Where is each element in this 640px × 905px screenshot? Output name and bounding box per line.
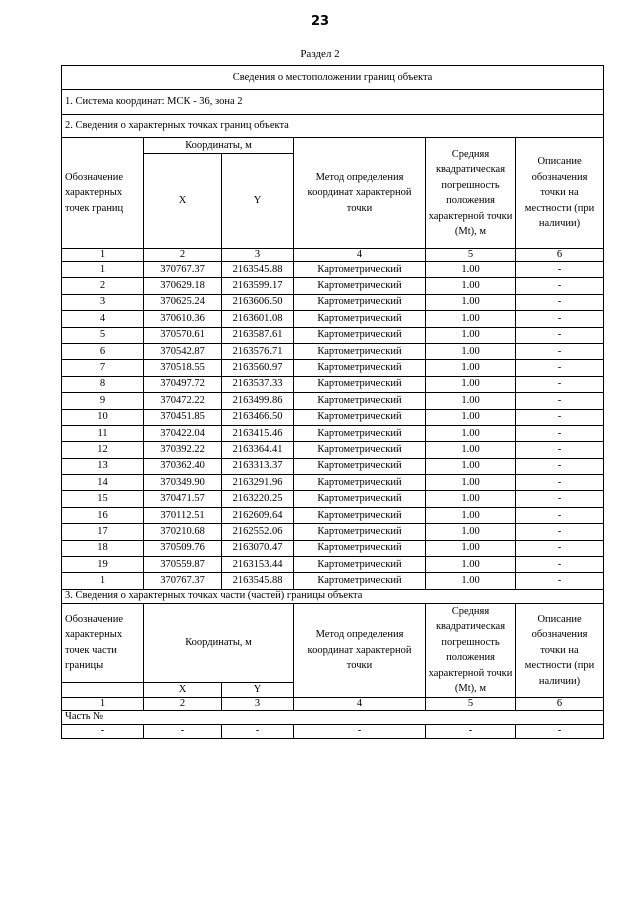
cell-point: 18: [62, 540, 144, 556]
column-number: 3: [222, 249, 294, 262]
table-row: [62, 524, 604, 540]
cell-y: 2163415.46: [222, 425, 294, 441]
cell-accuracy: 1.00: [426, 557, 516, 573]
header3-method: Метод определения координат характерной точки: [294, 603, 426, 697]
cell-x: 370518.55: [144, 360, 222, 376]
cell-description: -: [516, 360, 604, 376]
header3-point-designation: Обозначение характерных точек части границы: [62, 603, 144, 682]
cell-y: 2163466.50: [222, 409, 294, 425]
boundary-table: [61, 65, 604, 739]
section-label: Раздел 2: [300, 48, 340, 60]
cell-point: 1: [62, 573, 144, 589]
table-row: [62, 294, 604, 310]
cell-point: 9: [62, 393, 144, 409]
cell-accuracy: 1.00: [426, 409, 516, 425]
cell-description: -: [516, 524, 604, 540]
header-x: X: [144, 154, 222, 249]
cell-method: Картометрический: [294, 343, 426, 359]
column-number: 6: [516, 249, 604, 262]
cell-x: 370472.22: [144, 393, 222, 409]
column-number: 4: [294, 697, 426, 710]
cell-accuracy: 1.00: [426, 491, 516, 507]
coordinate-system: 1. Система координат: МСК - 36, зона 2: [62, 90, 604, 115]
cell-y: 2163070.47: [222, 540, 294, 556]
cell-description: -: [516, 278, 604, 294]
table-row: [62, 409, 604, 425]
cell-point: 7: [62, 360, 144, 376]
cell-y: 2163153.44: [222, 557, 294, 573]
section3-title: 3. Сведения о характерных точках части (частей) границы объекта: [62, 589, 604, 603]
empty-cell: -: [516, 724, 604, 738]
cell-description: -: [516, 573, 604, 589]
header3-accuracy: Средняя квадратическая погрешность положения характерной точки (Mt), м: [426, 603, 516, 697]
cell-x: 370210.68: [144, 524, 222, 540]
cell-point: 8: [62, 376, 144, 392]
cell-point: 6: [62, 343, 144, 359]
cell-accuracy: 1.00: [426, 442, 516, 458]
cell-method: Картометрический: [294, 475, 426, 491]
table-row: [62, 458, 604, 474]
cell-accuracy: 1.00: [426, 262, 516, 278]
cell-point: 1: [62, 262, 144, 278]
table-row: [62, 507, 604, 523]
cell-accuracy: 1.00: [426, 327, 516, 343]
table-row: [62, 360, 604, 376]
empty-cell: -: [294, 724, 426, 738]
cell-description: -: [516, 442, 604, 458]
cell-description: -: [516, 540, 604, 556]
cell-description: -: [516, 557, 604, 573]
table-row: [62, 475, 604, 491]
cell-y: 2163537.33: [222, 376, 294, 392]
cell-y: 2162609.64: [222, 507, 294, 523]
cell-point: 14: [62, 475, 144, 491]
section2-title: 2. Сведения о характерных точках границ объекта: [62, 115, 604, 138]
header-coordinates: Координаты, м: [144, 138, 294, 154]
cell-x: 370112.51: [144, 507, 222, 523]
column-number: 1: [62, 249, 144, 262]
cell-method: Картометрический: [294, 491, 426, 507]
cell-point: 12: [62, 442, 144, 458]
cell-x: 370471.57: [144, 491, 222, 507]
column-number: 1: [62, 697, 144, 710]
cell-accuracy: 1.00: [426, 524, 516, 540]
cell-x: 370625.24: [144, 294, 222, 310]
cell-accuracy: 1.00: [426, 573, 516, 589]
cell-x: 370362.40: [144, 458, 222, 474]
cell-accuracy: 1.00: [426, 458, 516, 474]
page-number: 23: [310, 14, 330, 29]
cell-method: Картометрический: [294, 540, 426, 556]
cell-accuracy: 1.00: [426, 507, 516, 523]
empty-cell: -: [222, 724, 294, 738]
cell-point: 17: [62, 524, 144, 540]
cell-x: 370610.36: [144, 311, 222, 327]
table-title: Сведения о местоположении границ объекта: [62, 66, 604, 90]
cell-y: 2163599.17: [222, 278, 294, 294]
column-number: 5: [426, 697, 516, 710]
part-label: Часть №: [62, 710, 604, 724]
cell-y: 2163606.50: [222, 294, 294, 310]
cell-y: 2163560.97: [222, 360, 294, 376]
cell-y: 2163576.71: [222, 343, 294, 359]
empty-cell: -: [62, 724, 144, 738]
header-y: Y: [222, 154, 294, 249]
cell-description: -: [516, 343, 604, 359]
header-point-designation: Обозначение характерных точек границ: [62, 138, 144, 249]
cell-description: -: [516, 376, 604, 392]
cell-method: Картометрический: [294, 327, 426, 343]
cell-description: -: [516, 475, 604, 491]
cell-method: Картометрический: [294, 360, 426, 376]
cell-x: 370422.04: [144, 425, 222, 441]
header3-x: X: [144, 682, 222, 697]
column-number: 5: [426, 249, 516, 262]
cell-description: -: [516, 409, 604, 425]
cell-accuracy: 1.00: [426, 376, 516, 392]
cell-point: 19: [62, 557, 144, 573]
cell-description: -: [516, 425, 604, 441]
table-row: [62, 376, 604, 392]
cell-method: Картометрический: [294, 409, 426, 425]
table-row: [62, 491, 604, 507]
cell-x: 370451.85: [144, 409, 222, 425]
cell-description: -: [516, 311, 604, 327]
cell-x: 370767.37: [144, 573, 222, 589]
header-method: Метод определения координат характерной точки: [294, 138, 426, 249]
column-number: 4: [294, 249, 426, 262]
cell-y: 2163364.41: [222, 442, 294, 458]
table-row: [62, 540, 604, 556]
table-row: [62, 573, 604, 589]
cell-point: 3: [62, 294, 144, 310]
cell-accuracy: 1.00: [426, 343, 516, 359]
cell-x: 370542.87: [144, 343, 222, 359]
cell-point: 10: [62, 409, 144, 425]
header3-y: Y: [222, 682, 294, 697]
cell-method: Картометрический: [294, 393, 426, 409]
column-number: 3: [222, 697, 294, 710]
cell-point: 15: [62, 491, 144, 507]
cell-description: -: [516, 294, 604, 310]
header-description: Описание обозначения точки на местности (при наличии): [516, 138, 604, 249]
cell-point: 5: [62, 327, 144, 343]
cell-method: Картометрический: [294, 557, 426, 573]
cell-method: Картометрический: [294, 294, 426, 310]
cell-accuracy: 1.00: [426, 393, 516, 409]
cell-x: 370570.61: [144, 327, 222, 343]
column-number: 2: [144, 249, 222, 262]
cell-accuracy: 1.00: [426, 278, 516, 294]
cell-y: 2163499.86: [222, 393, 294, 409]
cell-method: Картометрический: [294, 442, 426, 458]
header3-description: Описание обозначения точки на местности (при наличии): [516, 603, 604, 697]
cell-method: Картометрический: [294, 507, 426, 523]
cell-description: -: [516, 327, 604, 343]
cell-x: 370392.22: [144, 442, 222, 458]
cell-method: Картометрический: [294, 524, 426, 540]
cell-point: 2: [62, 278, 144, 294]
cell-method: Картометрический: [294, 425, 426, 441]
header3-coordinates: Координаты, м: [144, 603, 294, 682]
cell-point: 4: [62, 311, 144, 327]
cell-y: 2163545.88: [222, 573, 294, 589]
table-row: [62, 425, 604, 441]
cell-point: 16: [62, 507, 144, 523]
cell-y: 2163545.88: [222, 262, 294, 278]
cell-accuracy: 1.00: [426, 311, 516, 327]
cell-method: Картометрический: [294, 262, 426, 278]
cell-y: 2163601.08: [222, 311, 294, 327]
cell-method: Картометрический: [294, 311, 426, 327]
table-row: [62, 327, 604, 343]
column-number: 6: [516, 697, 604, 710]
cell-x: 370349.90: [144, 475, 222, 491]
cell-accuracy: 1.00: [426, 360, 516, 376]
cell-accuracy: 1.00: [426, 294, 516, 310]
cell-y: 2163587.61: [222, 327, 294, 343]
cell-x: 370767.37: [144, 262, 222, 278]
table-row: [62, 343, 604, 359]
cell-y: 2163220.25: [222, 491, 294, 507]
cell-accuracy: 1.00: [426, 425, 516, 441]
header-accuracy: Средняя квадратическая погрешность положения характерной точки (Mt), м: [426, 138, 516, 249]
cell-x: 370509.76: [144, 540, 222, 556]
table-row: [62, 311, 604, 327]
table-row: [62, 278, 604, 294]
cell-x: 370629.18: [144, 278, 222, 294]
cell-description: -: [516, 507, 604, 523]
cell-y: 2163313.37: [222, 458, 294, 474]
cell-description: -: [516, 393, 604, 409]
table-row: [62, 393, 604, 409]
cell-description: -: [516, 491, 604, 507]
cell-point: 11: [62, 425, 144, 441]
cell-y: 2163291.96: [222, 475, 294, 491]
cell-x: 370497.72: [144, 376, 222, 392]
cell-description: -: [516, 458, 604, 474]
cell-method: Картометрический: [294, 278, 426, 294]
table-row: [62, 557, 604, 573]
cell-description: -: [516, 262, 604, 278]
cell-accuracy: 1.00: [426, 540, 516, 556]
cell-x: 370559.87: [144, 557, 222, 573]
cell-y: 2162552.06: [222, 524, 294, 540]
empty-cell: -: [426, 724, 516, 738]
cell-accuracy: 1.00: [426, 475, 516, 491]
table-row: [62, 442, 604, 458]
cell-method: Картометрический: [294, 376, 426, 392]
table-row: [62, 262, 604, 278]
empty-cell: -: [144, 724, 222, 738]
cell-method: Картометрический: [294, 573, 426, 589]
column-number: 2: [144, 697, 222, 710]
cell-method: Картометрический: [294, 458, 426, 474]
cell-point: 13: [62, 458, 144, 474]
